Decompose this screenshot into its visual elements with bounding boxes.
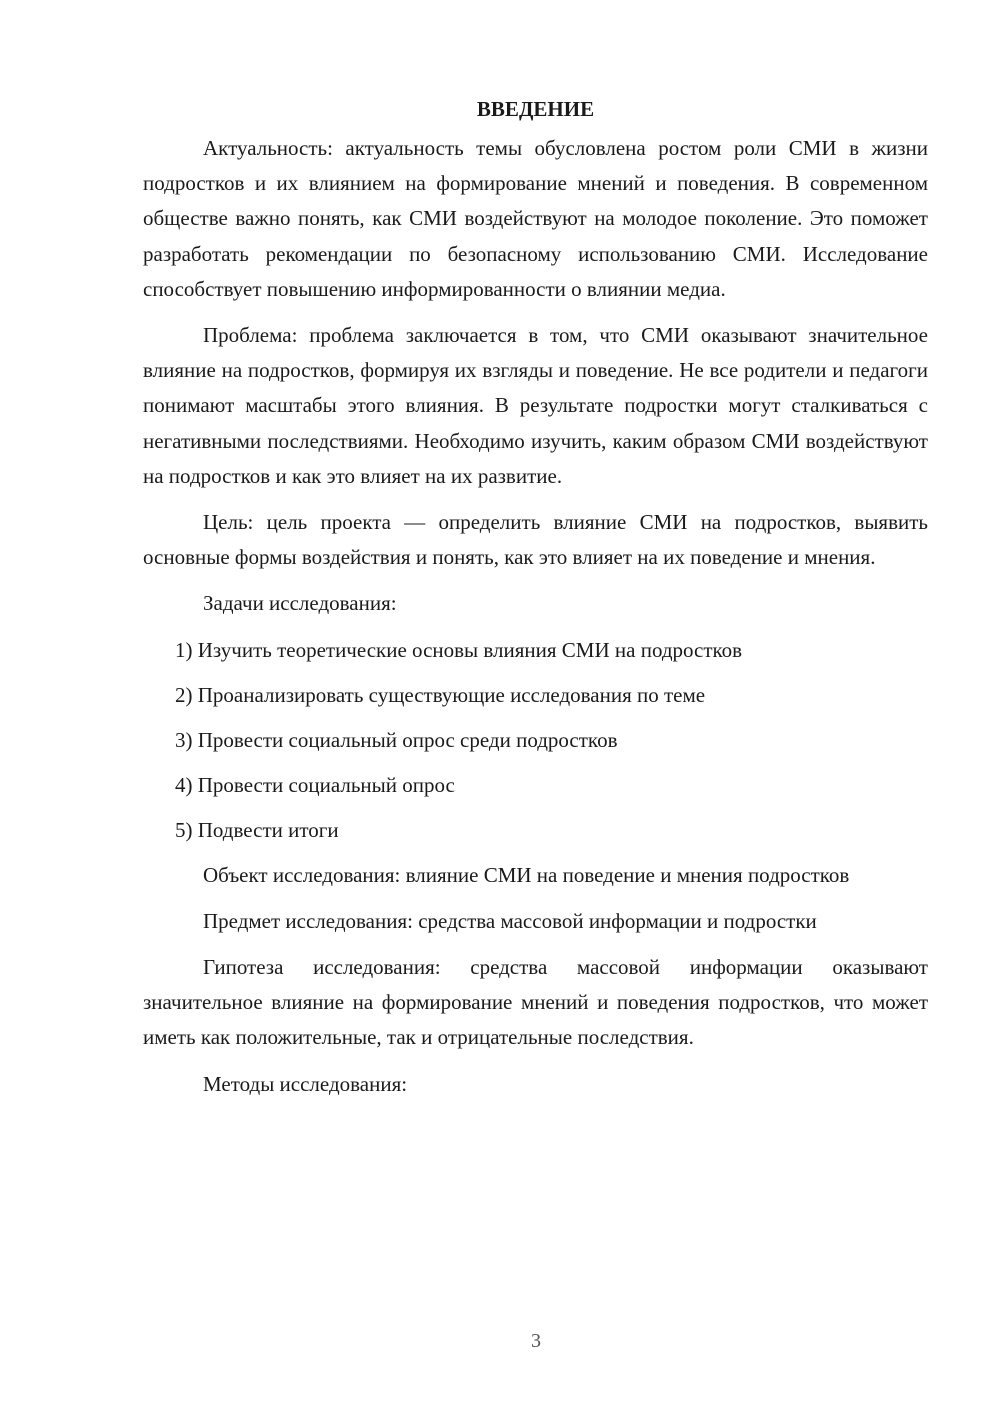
- tasks-list: [143, 633, 928, 848]
- task-item: 1) Изучить теоретические основы влияния СМИ на подростков: [175, 637, 743, 662]
- object-paragraph: Объект исследования: влияние СМИ на поведение и мнения подростков: [203, 862, 850, 887]
- relevance-paragraph: Актуальность: актуальность темы обусловлена ростом роли СМИ в жизни подростков и их влиянием на формирование мнений и поведения. В современном обществе важно понять, как СМИ воздействуют на молодое поколение. Это поможет разработать рекомендации по безопасному использованию СМИ. Исследование способствует повышению информированности о влиянии медиа.: [143, 136, 928, 301]
- task-item: 2) Проанализировать существующие исследования по теме: [175, 682, 706, 707]
- tasks-heading: Задачи исследования:: [203, 591, 397, 616]
- subject-paragraph: Предмет исследования: средства массовой информации и подростки: [203, 908, 817, 933]
- task-item: 3) Провести социальный опрос среди подростков: [175, 727, 618, 752]
- page-number: 3: [531, 1330, 541, 1352]
- task-item: 5) Подвести итоги: [175, 817, 339, 842]
- hypothesis-paragraph: Гипотеза исследования: средства массовой информации оказывают значительное влияние на формирование мнений и поведения подростков, что может иметь как положительные, так и отрицательные последствия.: [143, 955, 928, 1050]
- goal-paragraph: Цель: цель проекта — определить влияние СМИ на подростков, выявить основные формы воздействия и понять, как это влияет на их поведение и мнения.: [143, 510, 928, 570]
- document-page: [143, 92, 928, 1113]
- problem-paragraph: Проблема: проблема заключается в том, что СМИ оказывают значительное влияние на подростков, формируя их взгляды и поведение. Не все родители и педагоги понимают масштабы этого влияния. В результате подростки могут сталкиваться с негативными последствиями. Необходимо изучить, каким образом СМИ воздействуют на подростков и как это влияет на их развитие.: [143, 323, 928, 488]
- section-title: ВВЕДЕНИЕ: [476, 97, 595, 121]
- methods-heading: Методы исследования:: [203, 1071, 408, 1096]
- task-item: 4) Провести социальный опрос: [175, 772, 455, 797]
